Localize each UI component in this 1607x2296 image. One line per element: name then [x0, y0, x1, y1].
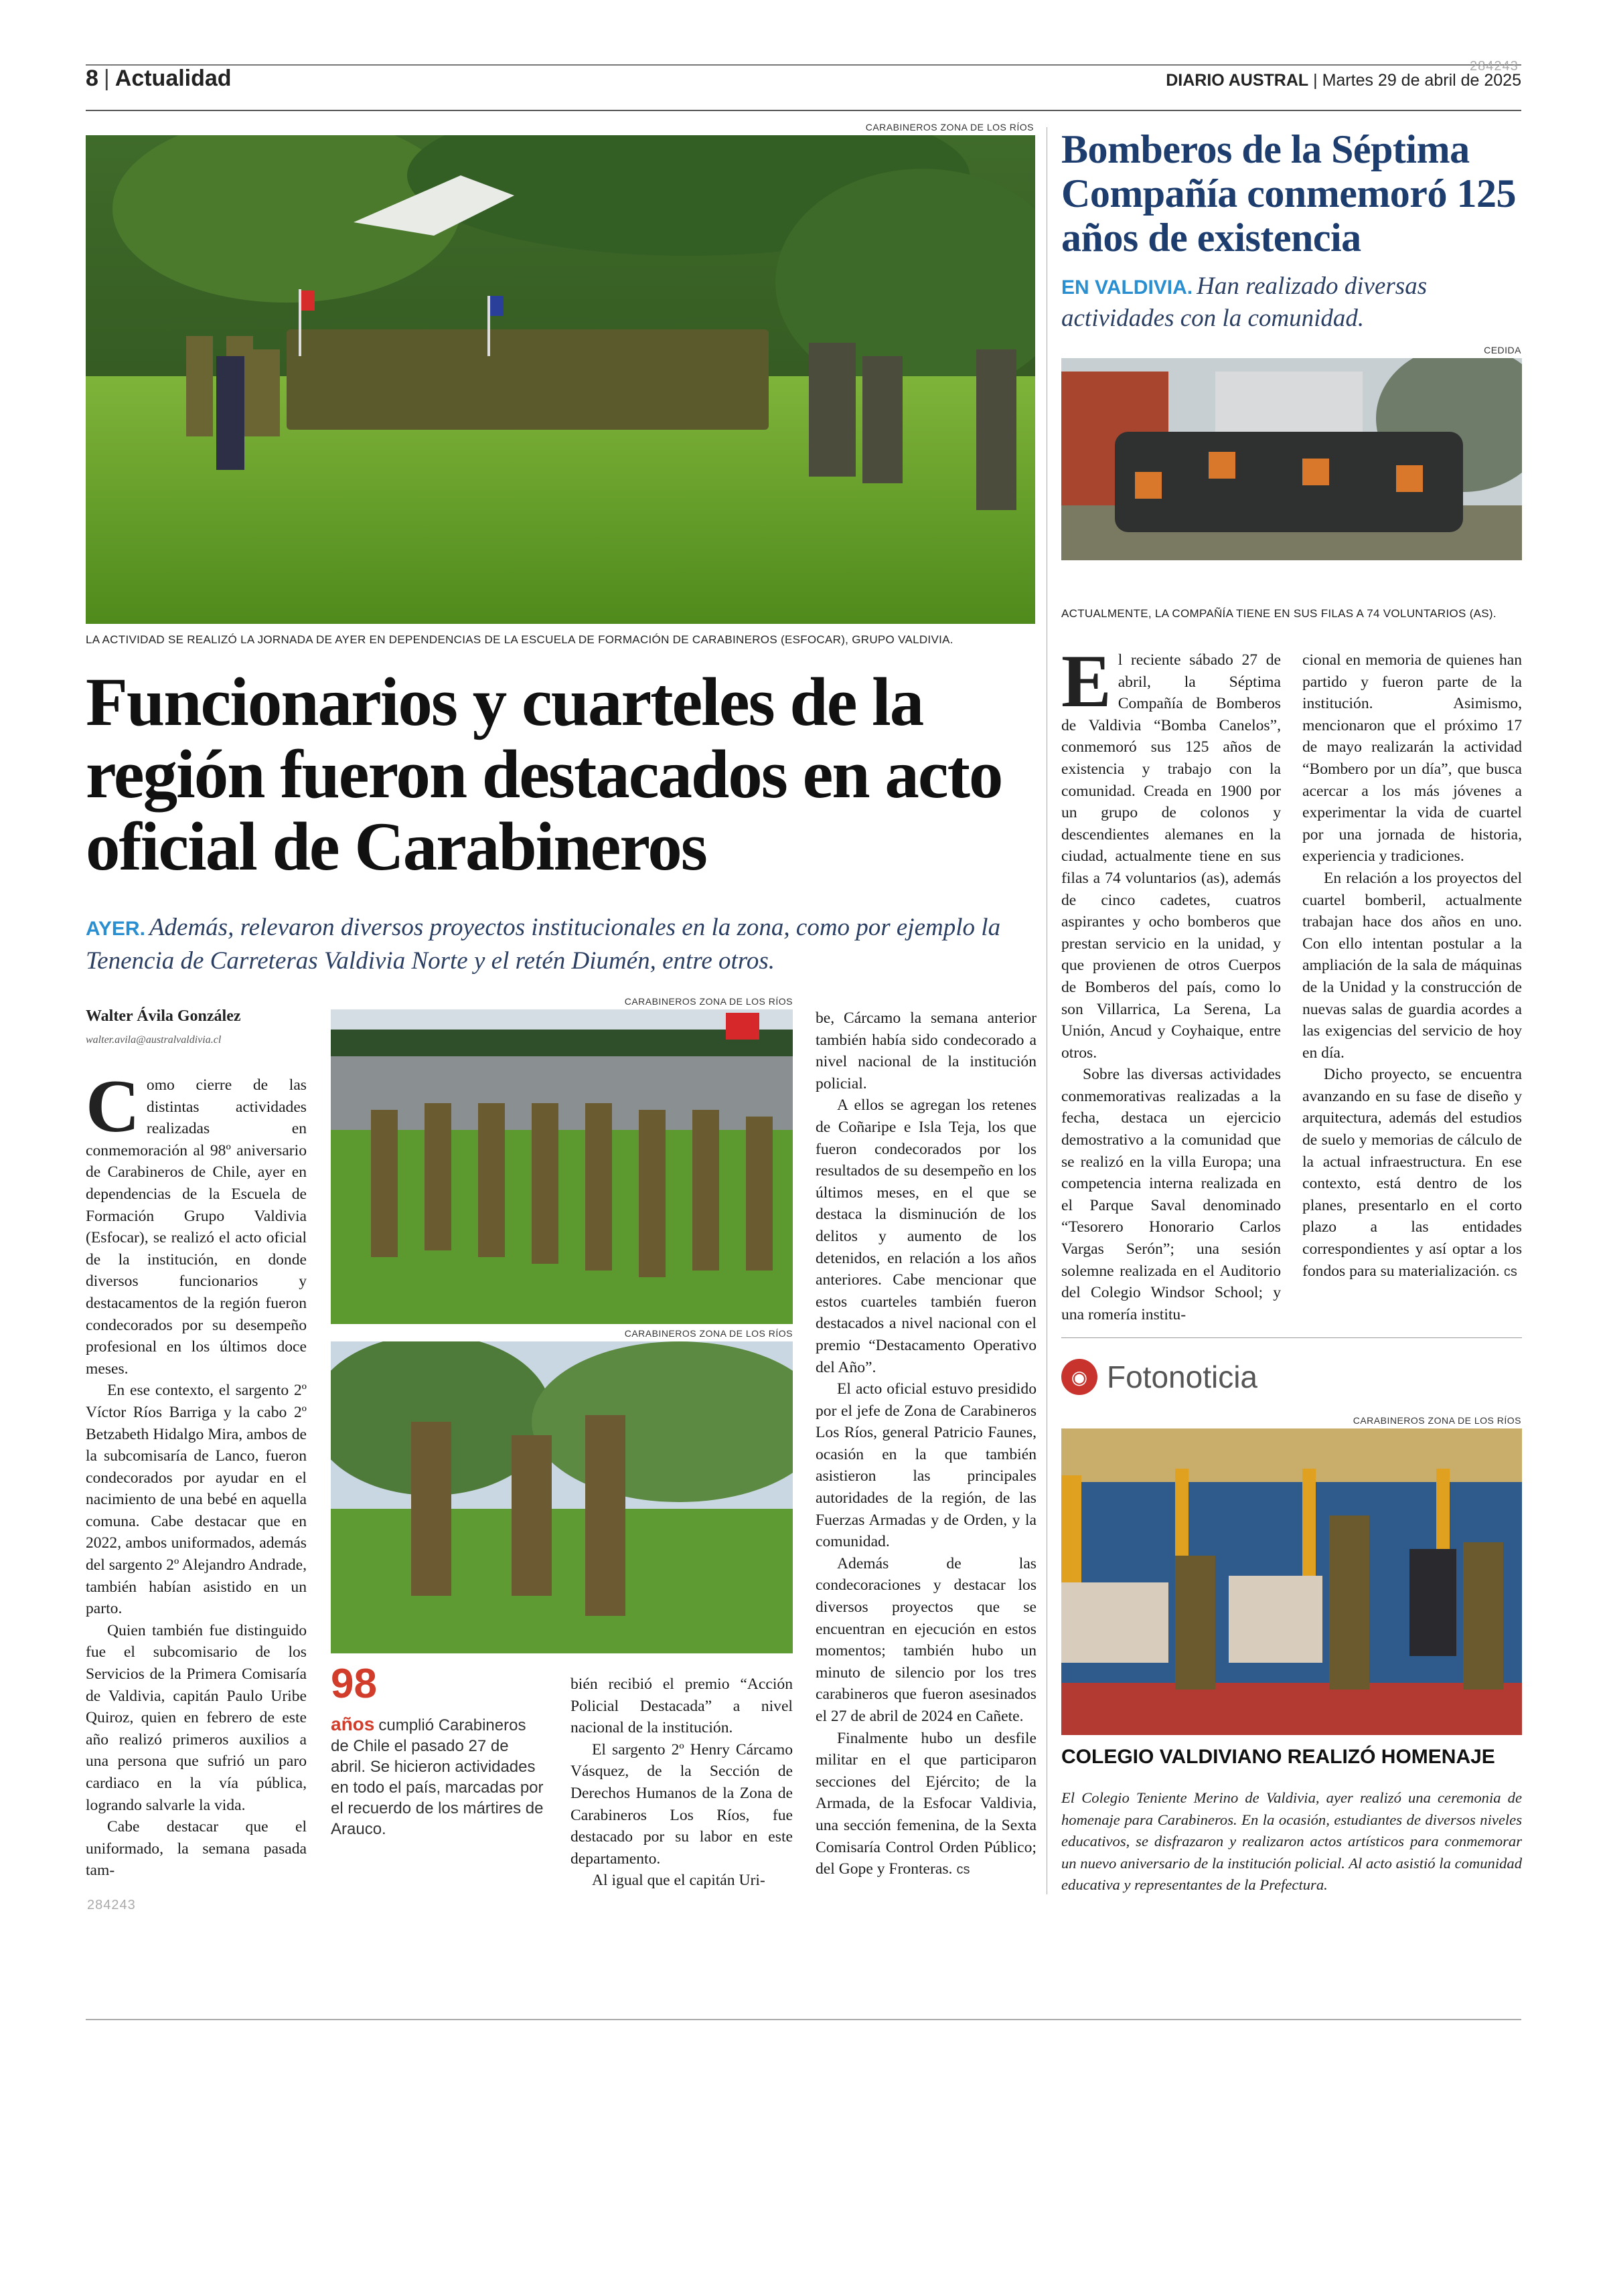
code-bottom: 284243 [87, 1898, 136, 1912]
fotonoticia-body: El Colegio Teniente Merino de Valdivia, ayer realizó una ceremonia de homenaje para Carabineros. En la ocasión, estudiantes de diversos niveles educativos, se disfrazaron y realizaron actos artísticos para conmemorar un nuevo aniversario de la institución policial. Al acto asistió la comunidad educativa y representantes de la Prefectura. [1061, 1789, 1522, 1893]
parade-photo [331, 1009, 793, 1324]
side-col1-p1: El reciente sábado 27 de abril, la Séptima Compañía de Bomberos de Valdivia “Bomba Canelos”, conmemoró sus 125 años de existencia y trabajo con la comunidad. Creada en 1900 por un grupo de colonos y descendientes alemanes en la ciudad, actualmente tiene en sus filas a 74 voluntarios (as), además de cinco cadetes, cuatros aspirantes y ocho bomberos que prestan servicio en la unidad, y que provienen de otros Cuerpos de Bomberos del país, como lo son Villarrica, La Serena, La Unión, Ancud y Coyhaique, entre otros. [1061, 640, 1281, 1062]
header-bottom-rule [86, 110, 1521, 111]
header-top-rule [86, 64, 1521, 66]
main-photo-caption: LA ACTIVIDAD SE REALIZÓ LA JORNADA DE AYER EN DEPENDENCIAS DE LA ESCUELA DE FORMACIÓN DE CARABINEROS (ESFOCAR), GRUPO VALDIVIA. [86, 633, 953, 646]
main-col3-p3: El acto oficial estuvo presidido por el jefe de Zona de Carabineros Los Ríos, general Patricio Faunes, ocasión en la que también asistieron las principales autoridades de la región, de las Fuerzas Armadas y de Orden, y la comunidad. [816, 1380, 1037, 1551]
stat-unit: años [331, 1714, 375, 1734]
footer-rule [86, 2019, 1521, 2020]
side-dropcap: E [1061, 640, 1112, 723]
main-col1-p3: Quien también fue distinguido fue el subcomisario de los Servicios de la Primera Comisaría de Valdivia, capitán Paulo Uribe Quiroz, quien en febrero de este año realizó primeros auxilios a una persona que sufrió un paro cardiaco en la vía pública, logrando salvarle la vida. [86, 1621, 307, 1814]
main-col3-p2: A ellos se agregan los retenes de Coñaripe e Isla Teja, los que fueron condecorados por los resultados de su desempeño en los últimos meses, en el que se destaca la disminución de los delitos y aumento de los detenidos, en relación a los años anteriores. Cabe mencionar que estos cuarteles también fueron destacados a nivel nacional con el premio “Destacamento Operativo del Año”. [816, 1096, 1037, 1376]
page-section-label: 8 | Actualidad [86, 66, 232, 91]
stat-description: cumplió Carabineros de Chile el pasado 27 de abril. Se hicieron actividades en todo el país, marcadas por el recuerdo de los mártires de Arauco. [331, 1716, 544, 1838]
main-deck [86, 912, 1010, 977]
side-col2-p3: Dicho proyecto, se encuentra avanzando en su fase de diseño y arquitectura, además del estudios de suelo y memorias de cálculo de la actual infraestructura. En ese contexto, está dentro de los planes, presentarlo en el corto plazo a las entidades correspondientes y así optar a los fondos para su materialización. cs [1302, 1066, 1522, 1280]
end-mark: cs [956, 1862, 970, 1878]
section-name: Actualidad [114, 66, 232, 91]
main-col3-p1: be, Cárcamo la semana anterior también había sido condecorado a nivel nacional de la institución policial. [816, 1009, 1037, 1092]
byline: Walter Ávila González [86, 1007, 241, 1025]
side-col1-p2: Sobre las diversas actividades conmemorativas realizadas a la fecha, destaca un ejercicio demostrativo a la comunidad que se realizó en la villa Europa; una competencia interna realizada en el Parque Saval denominado “Tesorero Honorario Carlos Vargas Serón”; una sesión solemne realizada en el Auditorio del Colegio Windsor School; y una romería institu- [1061, 1066, 1281, 1323]
main-col2b-p3: Al igual que el capitán Uri- [592, 1872, 765, 1890]
fotonoticia-rule [1061, 1337, 1522, 1338]
photo2-credit: CARABINEROS ZONA DE LOS RÍOS [624, 996, 793, 1007]
dropcap: C [86, 1065, 140, 1148]
side-column-2 [1302, 649, 1522, 1283]
main-col2b-p2: El sargento 2º Henry Cárcamo Vásquez, de la Sección de Derechos Humanos de la Zona de Carabineros Los Ríos, fue destacado por su labor en este departamento. [570, 1740, 793, 1868]
photo3-credit: CARABINEROS ZONA DE LOS RÍOS [624, 1328, 793, 1339]
main-col3-p4: Además de las condecoraciones y destacar los diversos proyectos que se encuentran en ejecución en estos momentos; también hubo un minuto de silencio por los tres carabineros que fueron asesinados el 27 de abril de 2024 en Cañete. [816, 1554, 1037, 1725]
side-deck-text: Han realizado diversas actividades con la comunidad. [1061, 272, 1428, 332]
side-deck [1061, 271, 1530, 334]
fotonoticia-label [1061, 1359, 1257, 1395]
main-photo [86, 135, 1035, 624]
byline-email[interactable]: walter.avila@australvaldivia.cl [86, 1034, 222, 1046]
main-deck-text: Además, relevaron diversos proyectos institucionales en la zona, como por ejemplo la Tenencia de Carreteras Valdivia Norte y el retén Diumén, entre otros. [86, 914, 1001, 975]
fotonoticia-photo-credit: CARABINEROS ZONA DE LOS RÍOS [1353, 1415, 1521, 1426]
issue-date: Martes 29 de abril de 2025 [1322, 71, 1521, 90]
main-col3-p5: Finalmente hubo un desfile militar en el que participaron secciones del Ejército; de la Armada, de la Esfocar Valdivia, una sección femenina, de la Sexta Comisaría Control Orden Público; del Gope y Fronteras. cs [816, 1729, 1037, 1878]
main-column-3 [816, 1007, 1037, 1881]
side-photo-caption: ACTUALMENTE, LA COMPAÑÍA TIENE EN SUS FILAS A 74 VOLUNTARIOS (AS). [1061, 607, 1497, 620]
firefighters-photo [1061, 358, 1522, 560]
side-deck-lead: EN VALDIVIA. [1061, 276, 1193, 299]
award-photo [331, 1341, 793, 1653]
side-col2-p2: En relación a los proyectos del cuartel bomberil, actualmente trabajan hace dos años en uno. Con ello intentan postular a la ampliación de la sala de máquinas de la Unidad y la construcción de nuevas salas de guardia acordes a las exigencias del servicio de hoy en día. [1302, 869, 1522, 1062]
main-deck-lead: AYER. [86, 918, 145, 940]
stat-number: 98 [331, 1661, 377, 1707]
main-column-1 [86, 1065, 307, 1882]
masthead-date: DIARIO AUSTRAL | Martes 29 de abril de 2025 [1166, 71, 1521, 90]
side-column-1 [1061, 640, 1281, 1325]
main-photo-credit: CARABINEROS ZONA DE LOS RÍOS [865, 122, 1034, 133]
fotonoticia-label-text: Fotonoticia [1107, 1360, 1258, 1394]
main-col1-p4: Cabe destacar que el uniformado, la semana pasada tam- [86, 1818, 307, 1880]
side-col2-p1: cional en memoria de quienes han partido y fueron parte de la institución. Asimismo, mencionaron que el próximo 17 de mayo realizarán la actividad “Bombero por un día”, que busca acercar a los más jóvenes a experimentar la vida de cuartel por una jornada de historia, experiencia y tradiciones. [1302, 651, 1522, 866]
fotonoticia-photo [1061, 1428, 1522, 1735]
code-top: 284243 [1470, 59, 1519, 74]
fotonoticia-title: COLEGIO VALDIVIANO REALIZÓ HOMENAJE [1061, 1746, 1495, 1768]
paper-name: DIARIO AUSTRAL [1166, 71, 1309, 90]
main-column-2b [570, 1673, 793, 1892]
side-end-mark: cs [1503, 1264, 1517, 1279]
page-number: 8 [86, 66, 98, 91]
side-photo-credit: CEDIDA [1484, 345, 1521, 355]
main-col1-p2: En ese contexto, el sargento 2º Víctor Ríos Barriga y la cabo 2º Betzabeth Hidalgo Mira, ambos de la subcomisaría de Lanco, fueron condecorados por ayudar en el nacimiento de una bebé en aquella comuna. Cabe destacar que en 2022, ambos uniformados, además del sargento 2º Alejandro Andrade, también habían asistido en un parto. [86, 1382, 307, 1618]
main-col1-p1: Como cierre de las distintas actividades realizadas en conmemoración al 98º aniversario de Carabineros de Chile, ayer en dependencias de la Escuela de Formación Grupo Valdivia (Esfocar), se realizó el acto oficial de la institución, en donde diversos funcionarios y destacamentos de la región fueron condecorados por su desempeño profesional en los últimos doce meses. [86, 1065, 307, 1378]
side-headline: Bomberos de la Séptima Compañía conmemoró 125 años de existencia [1061, 127, 1516, 260]
camera-icon: ◉ [1061, 1359, 1097, 1395]
stat-text [331, 1714, 545, 1839]
main-col2b-p1: bién recibió el premio “Acción Policial Destacada” a nivel nacional de la institución. [570, 1675, 793, 1737]
main-headline: Funcionarios y cuarteles de la región fueron destacados en acto oficial de Carabineros [86, 664, 1002, 885]
